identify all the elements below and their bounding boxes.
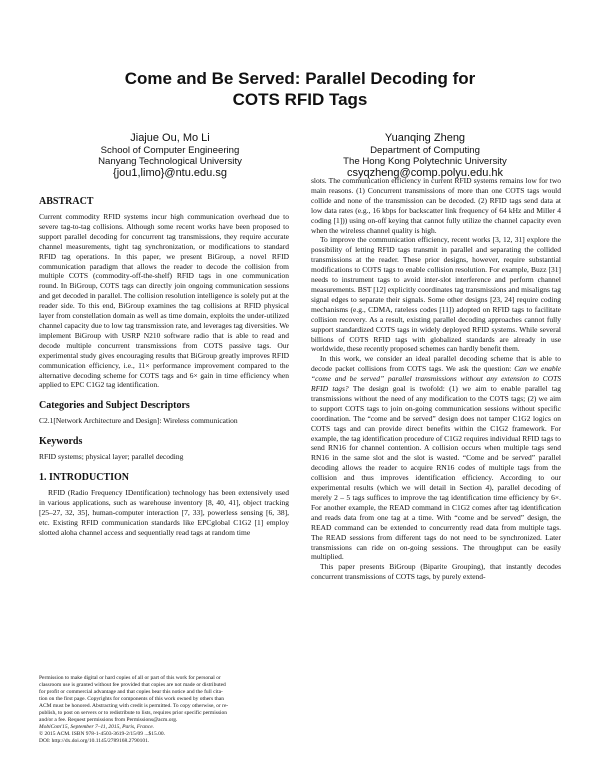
keywords-text: RFID systems; physical layer; parallel decoding	[39, 452, 184, 462]
paragraph-text: The design goal is twofold: (1) we aim to enable parallel tag transmissions without the need of any modification to the COTS tags; (2) we aim to support COTS tags to join on-going communication sessions without specific coordination. The “come and be served” design does not tamper C1G2 logics on COTS tags and can provide direct benefits within the C1G2 framework. For example, the tag identification procedure of C1G2 requires individual RFID tags to send RN16 for channel contention. A collision occurs when multiple tags send RN16 in the same slot and the slot is wasted. “Come and be served” parallel decoding allows the reader to acquire RN16 codes of multiple tags from the collision and thus improves identification efficiency. According to our experimental results (which we will detail in Section 4), parallel decoding of merely 2 – 5 tags suffices to improve the tag identification time efficiency by 6×. For another example, the READ command in C1G2 comes after tag identification and reads data from one tag at a time. With “come and be served” design, the READ command can be extended to concurrently read data from multiple tags. The READ sessions from different tags do not need to be synchronized. Later transmissions can ride on on-going sessions. The throughput can be easily multiplied.	[311, 384, 561, 562]
introduction-heading: 1. INTRODUCTION	[39, 472, 130, 484]
footnote-line: publish, to post on servers or to redistribute to lists, requires prior specific permission	[39, 710, 228, 716]
footnote-line: classroom use is granted without fee provided that copies are not made or distributed	[39, 682, 226, 688]
intro-paragraph-3	[311, 354, 561, 562]
author-email: csyqzheng@comp.polyu.edu.hk	[346, 167, 504, 180]
author-affiliation-1: School of Computer Engineering	[100, 145, 240, 156]
categories-heading: Categories and Subject Descriptors	[39, 400, 190, 412]
footnote-doi: DOI: http://dx.doi.org/10.1145/2789168.2790101.	[39, 738, 150, 744]
author-affiliation-2: Nanyang Technological University	[98, 156, 242, 168]
abstract-heading: ABSTRACT	[39, 196, 94, 207]
author-names: Yuanqing Zheng	[384, 132, 466, 144]
keywords-heading: Keywords	[39, 436, 83, 448]
footnote-conference: MobiCom'15, September 7–11, 2015, Paris, France.	[39, 724, 155, 730]
author-block-1	[60, 131, 280, 180]
intro-paragraph-2: To improve the communication efficiency, recent works [3, 12, 31] explore the possibility of letting RFID tags transmit in parallel and separating the collided transmissions at the reader. These prior designs, however, require substantial modifications to COTS tags to enable collision resolution. For example, Buzz [31] needs to instrument tags to avoid inter-slot interference and perform channel measurements. BST [12] explicitly coordinates tag transmissions and misaligns tag signal edges to separate their signals. Some other designs [23, 24] require coding mechanisms (e.g., CDMA, rateless codes [11]) adopted on RFID tags to facilitate collision recovery. As a result, existing parallel decoding approaches cannot fully support standardized COTS tags in widely deployed RFID systems. While several billions of COTS RFID tags with globalized standards are already in use worldwide, these recently proposed schemes can hardly benefit them.	[311, 235, 561, 354]
abstract-text: Current commodity RFID systems incur high communication overhead due to severe tag-to-tag collisions. Although some recent works have been proposed to support parallel decoding for concurrent tag transmissions, they require accurate channel measurements, tight tag synchronization, or modifications to standard RFID tag operations. In this paper, we present BiGroup, a novel RFID communication paradigm that allows the reader to decode the collision from multiple COTS (commodity-off-the-shelf) RFID tags in one communication round. In BiGroup, COTS tags can directly join ongoing communication sessions and get decoded in parallel. The collision resolution intelligence is solely put at the reader side. To this end, BiGroup examines the tag collisions at RFID physical layer from constellation domain as well as time domain, exploits the under-utilized channel capacity due to low tag transmission rate, and leverages tag diversities. We implement BiGroup with USRP N210 software radio that is able to read and decode multiple concurrent transmissions from COTS passive tags. Our experimental study gives encouraging results that BiGroup greatly improves RFID communication efficiency, i.e., 11× performance improvement compared to the alternative decoding scheme for COTS tags and 6× gain in time efficiency when applied to EPC C1G2 tag identification.	[39, 212, 289, 390]
title-line-2: COTS RFID Tags	[232, 90, 368, 109]
categories-text: C2.1[Network Architecture and Design]: Wireless communication	[39, 416, 238, 426]
title-line-1: Come and Be Served: Parallel Decoding for	[124, 69, 476, 88]
author-names: Jiajue Ou, Mo Li	[130, 132, 210, 144]
author-affiliation-2: The Hong Kong Polytechnic University	[343, 156, 507, 168]
footnote-line: ACM must be honored. Abstracting with credit is permitted. To copy otherwise, or re-	[39, 703, 229, 709]
footnote-line: tion on the first page. Copyrights for components of this work owned by others than	[39, 696, 224, 702]
intro-continued-paragraph: slots. The communication efficiency in current RFID systems remains low for two main reasons. (1) Concurrent transmissions of more than one COTS tags would collide and none of the transmission can be decoded. (2) RFID tags send data at low data rates (e.g., 16 kbps for backscatter link frequency of 64 kHz and Miller 4 coding [1])) using on-off keying that cannot fully utilize the channel capacity even when the wireless channel quality is high.	[311, 176, 561, 235]
intro-paragraph-4: This paper presents BiGroup (Biparite Grouping), that instantly decodes concurrent transmissions of COTS tags, by purely extend-	[311, 562, 561, 582]
footnote-line: Permission to make digital or hard copies of all or part of this work for personal or	[39, 675, 221, 681]
research-question: Can we enable “come and be served” parallel transmissions without any extension to COTS RFID tags?	[311, 364, 561, 394]
paragraph-text: In this work, we consider an ideal parallel decoding scheme that is able to decode packet collisions from COTS tags. We ask the question:	[311, 354, 561, 374]
copyright-footnote	[39, 675, 289, 745]
author-email: {jou1,limo}@ntu.edu.sg	[113, 167, 227, 180]
footnote-line: and/or a fee. Request permissions from Permissions@acm.org.	[39, 717, 178, 723]
right-column	[311, 176, 561, 582]
left-column	[39, 195, 289, 538]
author-block-2	[300, 131, 550, 180]
author-affiliation-1: Department of Computing	[370, 145, 480, 156]
footnote-line: for profit or commercial advantage and that copies bear this notice and the full cita-	[39, 689, 223, 695]
paper-title	[40, 68, 560, 110]
intro-paragraph: RFID (Radio Frequency IDentification) technology has been extensively used in various applications, such as warehouse inventory [8, 40, 41], object tracking [25–27, 32, 35], human-computer interaction [7, 33], powerless sensing [6, 38], etc. Existing RFID communication standards like EPCglobal C1G2 [1] employ slotted aloha channel access and sequentially read tags at random time	[39, 488, 289, 537]
footnote-isbn: © 2015 ACM. ISBN 978-1-4503-3619-2/15/09 ...$15.00.	[39, 731, 165, 737]
